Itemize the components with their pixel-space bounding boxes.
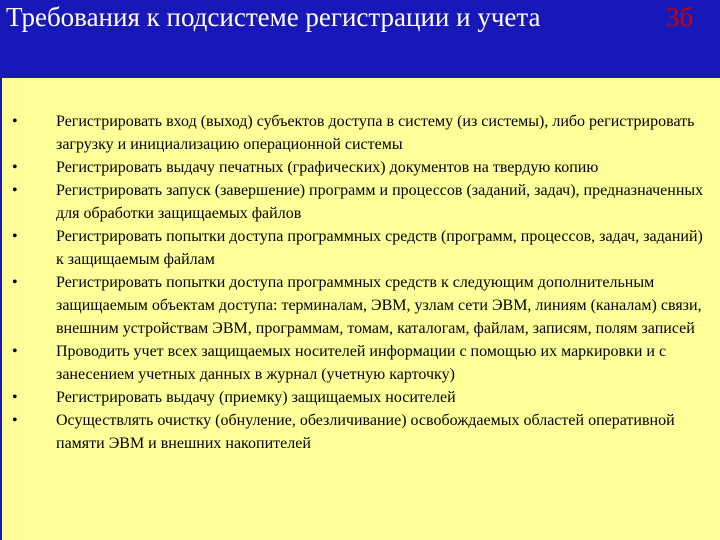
list-item-text: Регистрировать попытки доступа программных средств (программ, процессов, задач, заданий) к защищаемым файлам <box>56 228 703 268</box>
bullet-icon: • <box>12 274 18 291</box>
requirements-list <box>0 110 720 455</box>
list-item-text: Регистрировать выдачу (приемку) защищаемых носителей <box>56 389 456 406</box>
bullet-icon: • <box>12 159 18 176</box>
slide-number: 3б <box>666 2 694 32</box>
list-item <box>0 386 720 409</box>
title-bar <box>0 0 720 78</box>
bullet-icon: • <box>12 113 18 130</box>
list-item-text: Осуществлять очистку (обнуление, обезличивание) освобождаемых областей оперативной памяти ЭВМ и внешних накопителей <box>56 412 675 452</box>
list-item-text: Регистрировать выдачу печатных (графических) документов на твердую копию <box>56 159 599 176</box>
list-item-text: Регистрировать запуск (завершение) программ и процессов (заданий, задач), предназначенных для обработки защищаемых файлов <box>56 182 704 222</box>
bullet-icon: • <box>12 389 18 406</box>
list-item <box>0 156 720 179</box>
bullet-icon: • <box>12 412 18 429</box>
list-item <box>0 271 720 340</box>
list-item <box>0 225 720 271</box>
list-item-text: Регистрировать вход (выход) субъектов доступа в систему (из системы), либо регистрировать загрузку и инициализацию операционной системы <box>56 113 695 153</box>
bullet-icon: • <box>12 228 18 245</box>
list-item <box>0 110 720 156</box>
bullet-icon: • <box>12 343 18 360</box>
list-item-text: Регистрировать попытки доступа программных средств к следующим дополнительным защищаемым объектам доступа: терминалам, ЭВМ, узлам сети ЭВМ, линиям (каналам) связи, внешним устройствам ЭВМ, программам, томам, каталогам, файлам, записям, полям записей <box>56 274 702 337</box>
bullet-icon: • <box>12 182 18 199</box>
list-item <box>0 179 720 225</box>
list-item-text: Проводить учет всех защищаемых носителей информации с помощью их маркировки и с занесением учетных данных в журнал (учетную карточку) <box>56 343 667 383</box>
list-item <box>0 409 720 455</box>
list-item <box>0 340 720 386</box>
slide-title: Требования к подсистеме регистрации и учета <box>6 2 541 32</box>
